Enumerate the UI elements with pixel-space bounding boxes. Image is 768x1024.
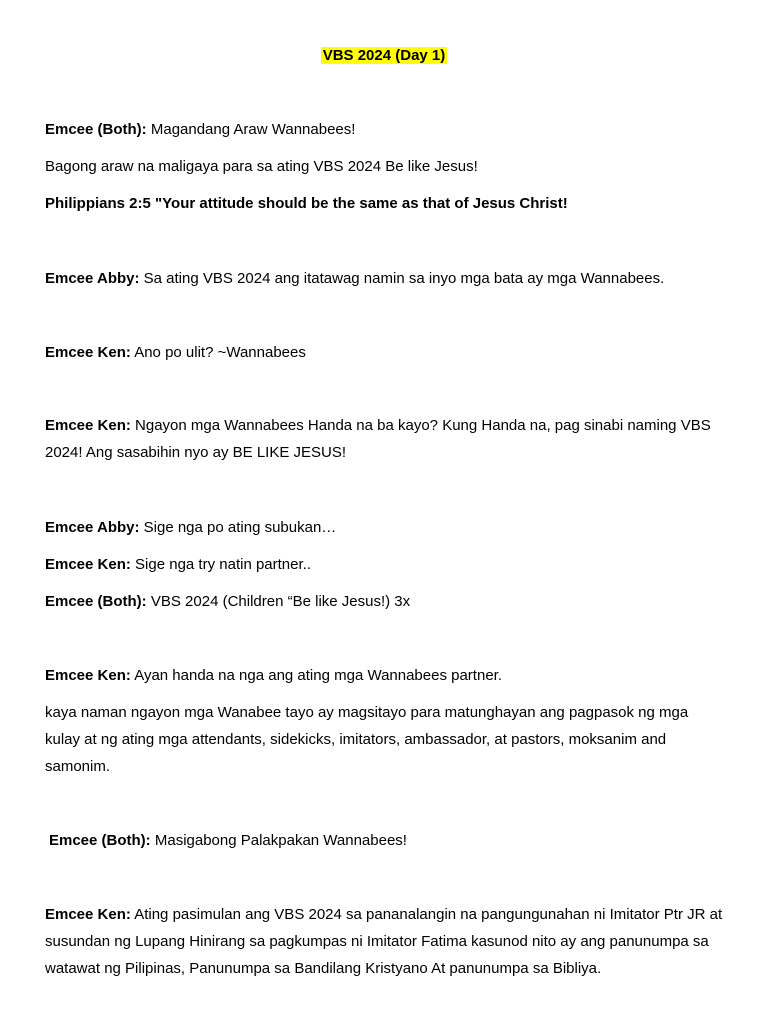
title-row <box>0 46 768 65</box>
paragraph <box>45 901 725 982</box>
speaker-label: Emcee Ken: <box>45 667 131 684</box>
speaker-label: Emcee (Both): <box>45 121 147 138</box>
speaker-label: Emcee Ken: <box>45 417 131 434</box>
paragraph <box>45 265 725 292</box>
paragraph-text: Ating pasimulan ang VBS 2024 sa pananalangin na pangungunahan ni Imitator Ptr JR at susundan ng Lupang Hinirang sa pagkumpas ni Imitator Fatima kasunod nito ay ang panunumpa sa watawat ng Pilipinas, Panunumpa sa Bandilang Kristyano At panunumpa sa Bibliya. <box>45 906 723 977</box>
speaker-label: Emcee (Both): <box>45 593 147 610</box>
paragraph-text: Ano po ulit? ~Wannabees <box>130 344 306 361</box>
paragraph-text: Magandang Araw Wannabees! <box>146 121 356 138</box>
paragraph <box>49 827 729 854</box>
paragraph-text: Ngayon mga Wannabees Handa na ba kayo? Kung Handa na, pag sinabi naming VBS 2024! Ang sasabihin nyo ay BE LIKE JESUS! <box>45 417 711 461</box>
paragraph-text: Sa ating VBS 2024 ang itatawag namin sa inyo mga bata ay mga Wannabees. <box>139 270 665 287</box>
paragraph <box>45 699 725 780</box>
speaker-label: Emcee Ken: <box>45 344 131 361</box>
paragraph <box>45 514 725 541</box>
paragraph <box>45 551 725 578</box>
speaker-label: Emcee Ken: <box>45 556 131 573</box>
paragraph-text: Sige nga try natin partner.. <box>130 556 311 573</box>
paragraph-text: Bagong araw na maligaya para sa ating VBS 2024 Be like Jesus! <box>45 158 478 175</box>
speaker-label: Emcee Abby: <box>45 519 140 536</box>
paragraph <box>45 116 725 143</box>
paragraph-text: Ayan handa na nga ang ating mga Wannabees partner. <box>130 667 502 684</box>
scripture-verse <box>45 190 725 217</box>
paragraph-text: Masigabong Palakpakan Wannabees! <box>150 832 407 849</box>
paragraph <box>45 412 725 466</box>
paragraph <box>45 588 725 615</box>
paragraph-text: Sige nga po ating subukan… <box>139 519 337 536</box>
paragraph <box>45 153 725 180</box>
page-title: VBS 2024 (Day 1) <box>322 47 446 64</box>
paragraph <box>45 339 725 366</box>
paragraph-text: kaya naman ngayon mga Wanabee tayo ay magsitayo para matunghayan ang pagpasok ng mga kulay at ng ating mga attendants, sidekicks, imitators, ambassador, at pastors, moksanim and samonim. <box>45 704 689 775</box>
speaker-label: Emcee Ken: <box>45 906 131 923</box>
paragraph <box>45 662 725 689</box>
paragraph-text: VBS 2024 (Children “Be like Jesus!) 3x <box>146 593 411 610</box>
verse-text: Philippians 2:5 "Your attitude should be the same as that of Jesus Christ! <box>45 195 568 212</box>
speaker-label: Emcee (Both): <box>49 832 151 849</box>
speaker-label: Emcee Abby: <box>45 270 140 287</box>
